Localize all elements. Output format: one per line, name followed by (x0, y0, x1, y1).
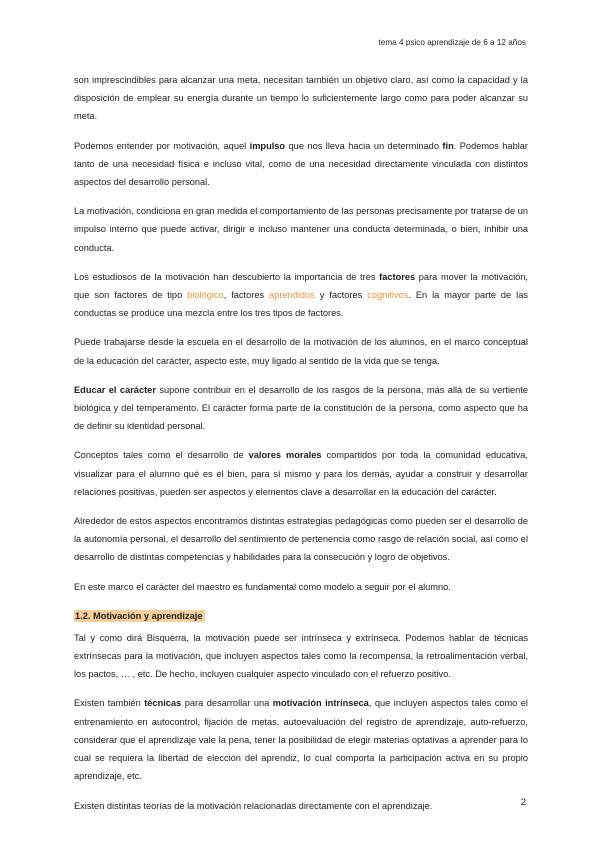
paragraph-3: La motivación, condiciona en gran medida el comportamiento de las personas precisamente por tratarse de un impulso interno que puede activar, dirigir e incluso mantener una conducta determinada, o bien, inhibir una conducta. (74, 206, 528, 253)
paragraph-7 (74, 446, 528, 501)
term-educar-caracter: Educar el carácter (74, 384, 156, 395)
term-motivacion-intrinseca: motivación intrínseca (272, 698, 369, 709)
p2-text-a: Podemos entender por motivación, aquel (74, 140, 250, 151)
page-number: 2 (520, 797, 526, 808)
term-biologico: biológico (187, 290, 224, 301)
section-heading-wrapper (74, 607, 528, 625)
p11-text-c: para desarrollar una (181, 698, 273, 709)
p6-text-b: supone contribuir en el desarrollo de los rasgos de la persona, más allá de su vertiente biológica y del temperamento. El carácter forma parte de la constitución de la persona, como aspecto que ha de definir su identidad personal. (74, 384, 529, 432)
p4-text-g: y factores (314, 290, 368, 301)
paragraph-6 (74, 381, 528, 436)
p11-text-e: , que incluyen aspectos tales como el entrenamiento en autocontrol, fijación de metas, autoevaluación del registro de aprendizaje, auto-refuerzo, considerar que el aprendizaje vale la pena, tener la posibilidad de elegir materias optativas a aprender para lo cual se requiera la libertad de elección del aprendiz, lo cual comporta la participación activa en su propio aprendizaje, etc. (74, 698, 528, 782)
paragraph-8: Alrededor de estos aspectos encontramos distintas estrategias pedagógicas como pueden ser el desarrollo de la autonomía personal, el desarrollo del sentimiento de pertenencia como rasgo de relación social, así como el desarrollo de distintas competencias y habilidades para la consecución y logro de objetivos. (74, 516, 528, 563)
paragraph-12: Existen distintas teorías de la motivación relacionadas directamente con el aprendizaje. (74, 800, 433, 811)
section-heading: 1.2. Motivación y aprendizaje (75, 610, 203, 621)
page-body (74, 71, 528, 826)
p7-text-a: Conceptos tales como el desarrollo de (74, 450, 249, 461)
paragraph-11 (74, 694, 528, 785)
term-cognitivos: cognitivos (367, 290, 409, 301)
p11-text-a: Existen también (74, 698, 145, 709)
p2-text-c: que nos lleva hacia un determinado (285, 140, 443, 151)
p7-text-c: compartidos por toda la comunidad educativa, visualizar para el alumno qué es el bien, para sí mismo y para los demás, ayudar a construir y desarrollar relaciones positivas, pueden ser aspectos y elementos clave a desarrollar en la educación del carácter. (74, 450, 529, 497)
term-aprendidos: aprendidos (269, 290, 315, 301)
p4-text-c: para mover la motivación, que son factores de tipo (74, 271, 528, 301)
paragraph-5: Puede trabajarse desde la escuela en el desarrollo de la motivación de los alumnos, en el marco conceptual de la educación del carácter, aspecto este, muy ligado al sentido de la vida que se tenga. (74, 337, 528, 366)
term-factores: factores (379, 271, 416, 282)
p2-text-e: . Podemos hablar tanto de una necesidad física e incluso vital, como de una necesidad directamente vinculada con distintos aspectos del desarrollo personal. (74, 140, 528, 188)
p4-text-i: . En la mayor parte de las conductas se produce una mezcla entre los tres tipos de factores. (74, 290, 528, 319)
paragraph-10: Tal y como dirá Bisquerra, la motivación puede ser intrínseca y extrínseca. Podemos hablar de técnicas extrínsecas para la motivación, que incluyen aspectos tales como la recompensa, la retroalimentación verbal, los pactos, … , etc. De hecho, incluyen cualquier aspecto vinculado con el refuerzo positivo. (74, 632, 528, 680)
paragraph-9: En este marco el carácter del maestro es fundamental como modelo a seguir por el alumno. (74, 581, 451, 592)
term-tecnicas: técnicas (144, 698, 182, 709)
p4-text-e: , factores (223, 290, 270, 301)
term-impulso: impulso (249, 140, 286, 151)
p4-text-a: Los estudiosos de la motivación han descubierto la importancia de tres (74, 271, 380, 282)
paragraph-2 (74, 137, 528, 192)
paragraph-4 (74, 268, 528, 323)
paragraph-1: son imprescindibles para alcanzar una meta, necesitan también un objetivo claro, así como la capacidad y la disposición de emplear su energía durante un tiempo lo suficientemente largo como para poder alcanzar su meta. (74, 75, 528, 122)
term-fin: fin (442, 140, 454, 151)
running-header: tema 4 psico aprendizaje de 6 a 12 años (378, 38, 526, 47)
term-valores-morales: valores morales (248, 450, 322, 461)
